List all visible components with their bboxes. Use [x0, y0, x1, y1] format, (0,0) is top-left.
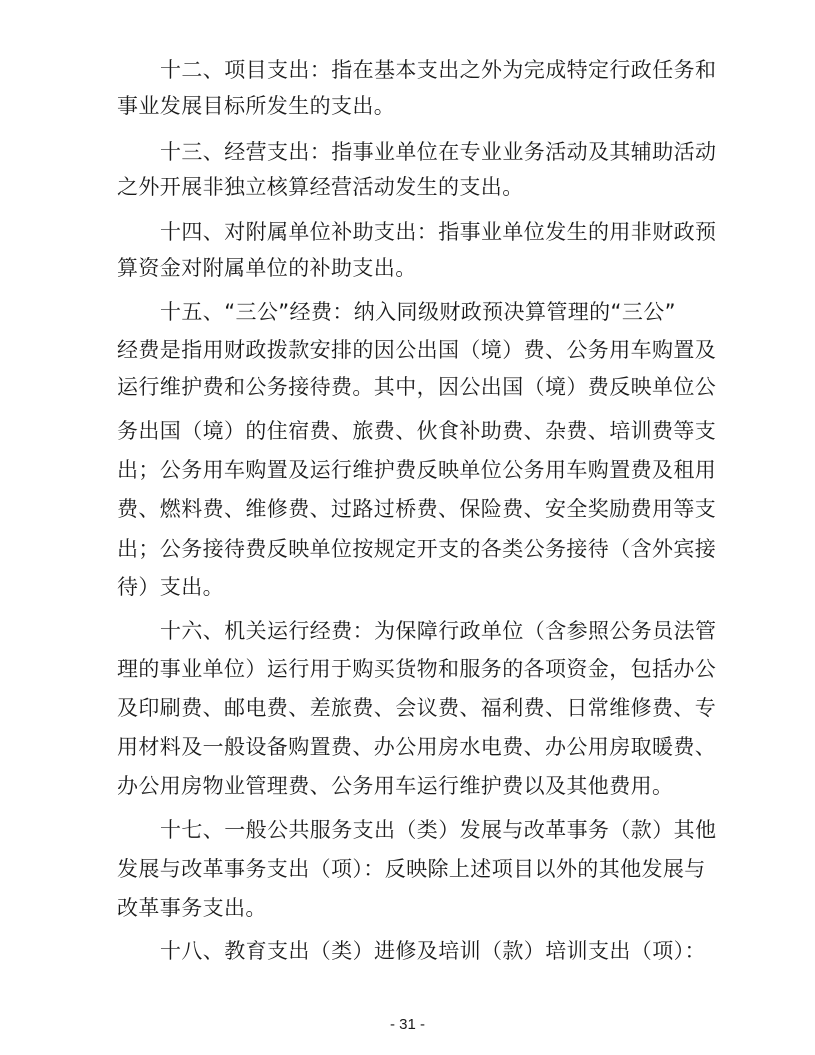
paragraph-18-line-1: 十八、教育支出（类）进修及培训（款）培训支出（项）：	[160, 939, 706, 963]
paragraph-15-line-2: 经费是指用财政拨款安排的因公出国（境）费、公务用车购置及	[117, 338, 717, 362]
paragraph-16-line-2: 理的事业单位）运行用于购买货物和服务的各项资金，包括办公	[117, 657, 717, 681]
paragraph-13-line-2: 之外开展非独立核算经营活动发生的支出。	[117, 175, 524, 199]
paragraph-15-line-1: 十五、“三公”经费：纳入同级财政预决算管理的“三公”	[160, 300, 676, 324]
paragraph-15-line-7: 出；公务接待费反映单位按规定开支的各类公务接待（含外宾接	[117, 537, 717, 561]
paragraph-15-line-8: 待）支出。	[117, 575, 224, 599]
paragraph-13-line-1: 十三、经营支出：指事业单位在专业业务活动及其辅助活动	[160, 140, 717, 164]
paragraph-17-line-1: 十七、一般公共服务支出（类）发展与改革事务（款）其他	[160, 818, 717, 842]
paragraph-15-line-6: 费、燃料费、维修费、过路过桥费、保险费、安全奖励费用等支	[117, 497, 717, 521]
paragraph-17-line-3: 改革事务支出。	[117, 896, 267, 920]
paragraph-16-line-5: 办公用房物业管理费、公务用车运行维护费以及其他费用。	[117, 774, 674, 798]
paragraph-17-line-2: 发展与改革事务支出（项）：反映除上述项目以外的其他发展与	[117, 857, 706, 881]
paragraph-14-line-1: 十四、对附属单位补助支出：指事业单位发生的用非财政预	[160, 220, 717, 244]
paragraph-12-line-1: 十二、项目支出：指在基本支出之外为完成特定行政任务和	[160, 58, 717, 82]
paragraph-15-line-3: 运行维护费和公务接待费。其中，因公出国（境）费反映单位公	[117, 375, 717, 399]
page-number: - 31 -	[389, 1016, 425, 1033]
paragraph-16-line-3: 及印刷费、邮电费、差旅费、会议费、福利费、日常维修费、专	[117, 696, 717, 720]
paragraph-14-line-2: 算资金对附属单位的补助支出。	[117, 256, 417, 280]
paragraph-16-line-1: 十六、机关运行经费：为保障行政单位（含参照公务员法管	[160, 619, 717, 643]
paragraph-15-line-5: 出；公务用车购置及运行维护费反映单位公务用车购置费及租用	[117, 458, 717, 482]
paragraph-12-line-2: 事业发展目标所发生的支出。	[117, 94, 396, 118]
paragraph-15-line-4: 务出国（境）的住宿费、旅费、伙食补助费、杂费、培训费等支	[117, 419, 717, 443]
paragraph-16-line-4: 用材料及一般设备购置费、办公用房水电费、办公用房取暖费、	[117, 735, 717, 759]
